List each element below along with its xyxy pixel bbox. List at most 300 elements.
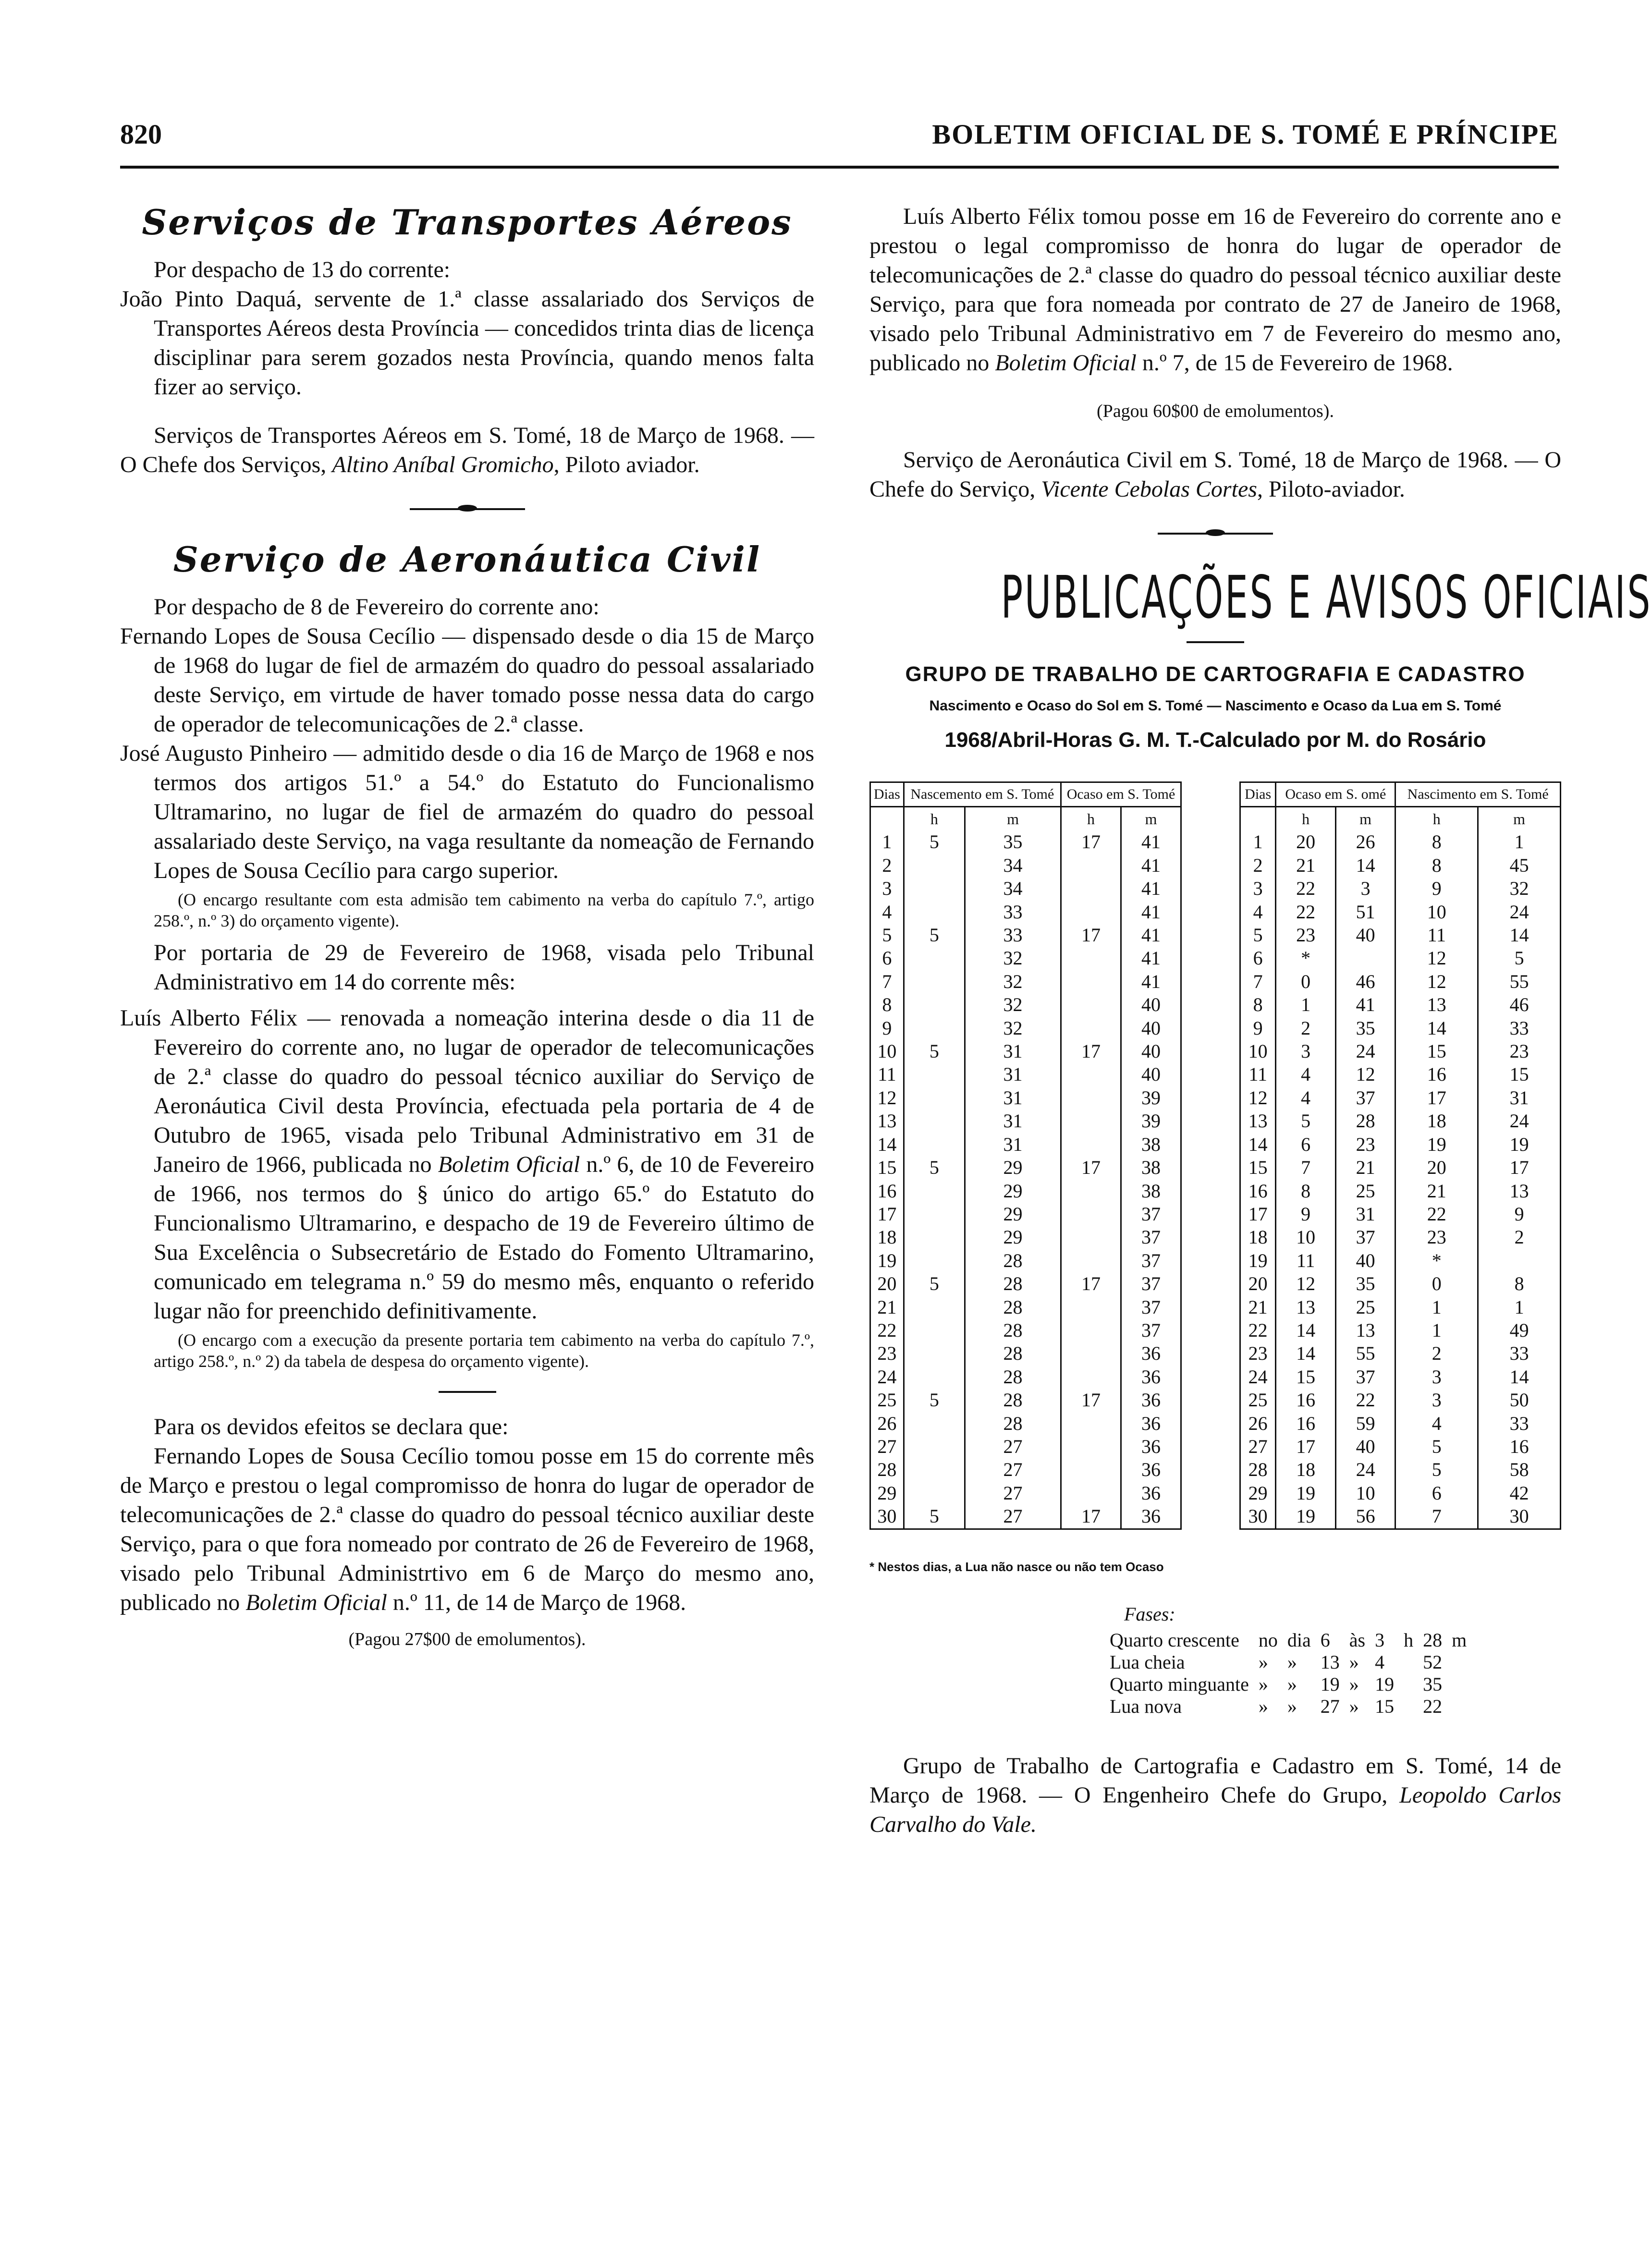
moon-cell: 30 — [1240, 1505, 1276, 1529]
sun-row — [870, 1296, 1181, 1319]
moon-cell: 37 — [1335, 1366, 1395, 1389]
fase-cell: 13 — [1320, 1651, 1340, 1673]
sun-cell: 36 — [1121, 1342, 1181, 1365]
sun-cell: 36 — [1121, 1482, 1181, 1505]
fase-cell: 22 — [1423, 1695, 1443, 1717]
sun-cell — [1061, 1226, 1121, 1249]
fase-cell: Quarto crescente — [1110, 1629, 1239, 1651]
sun-cell: 41 — [1121, 901, 1181, 924]
fase-cell: 35 — [1423, 1673, 1443, 1695]
fase-cell — [1447, 1651, 1471, 1673]
sun-cell: 14 — [870, 1133, 904, 1156]
section-divider-right — [1158, 533, 1273, 535]
sun-cell: 31 — [965, 1133, 1061, 1156]
moon-cell: 25 — [1335, 1296, 1395, 1319]
moon-cell: 31 — [1335, 1203, 1395, 1226]
sun-cell — [1061, 877, 1121, 900]
sun-cell: 38 — [1121, 1156, 1181, 1179]
moon-cell: 8 — [1395, 854, 1478, 877]
sun-row — [870, 1366, 1181, 1389]
sun-row — [870, 1412, 1181, 1435]
moon-unit-2: h — [1395, 807, 1478, 831]
sun-cell: 28 — [965, 1342, 1061, 1365]
fase-cell: 27 — [1320, 1695, 1340, 1717]
sun-cell — [1061, 1249, 1121, 1272]
moon-cell: 3 — [1276, 1040, 1335, 1063]
moon-cell: 8 — [1395, 830, 1478, 854]
moon-row — [1240, 901, 1561, 924]
posse-text-a: Fernando Lopes de Sousa Cecílio tomou posse em 15 do corrente mês de Março e prestou o legal compromisso de honra do lugar de operador de telecomunicações de 2.ª classe do quadro do pessoal técnico auxiliar deste Serviço, para o que fora nomeado por contrato de 26 de Fevereiro de 1968, visado pelo Tribunal Administrtivo em 6 de Março do mesmo ano, publicado no — [120, 1443, 814, 1615]
sun-row — [870, 1110, 1181, 1133]
signature-text: Serviços de Transportes Aéreos em S. Tomé, 18 de Março de 1968. — O Chefe dos Serviços, — [120, 423, 814, 477]
sun-cell: 29 — [965, 1180, 1061, 1203]
moon-row — [1240, 1319, 1561, 1342]
section-title-aeronautica: Serviço de Aeronáutica Civil — [173, 539, 761, 580]
fase-row — [1105, 1695, 1471, 1718]
pago-emolumentos-right: (Pagou 60$00 de emolumentos). — [1097, 401, 1334, 421]
moon-cell: 12 — [1240, 1086, 1276, 1110]
fase-cell: 3 — [1375, 1629, 1385, 1651]
fase-row — [1105, 1629, 1471, 1651]
sun-cell: 5 — [904, 830, 965, 854]
moon-cell: 29 — [1240, 1482, 1276, 1505]
moon-cell — [1335, 947, 1395, 970]
sun-cell — [1061, 1133, 1121, 1156]
moon-row — [1240, 1133, 1561, 1156]
fase-cell — [1447, 1695, 1471, 1718]
sun-row — [870, 1203, 1181, 1226]
sun-cell: 32 — [965, 993, 1061, 1016]
sun-cell: 29 — [965, 1226, 1061, 1249]
moon-cell: 19 — [1395, 1133, 1478, 1156]
moon-cell: 16 — [1276, 1412, 1335, 1435]
sun-row — [870, 993, 1181, 1016]
sun-cell: 31 — [965, 1086, 1061, 1110]
sun-cell — [904, 1296, 965, 1319]
moon-cell: 55 — [1478, 970, 1561, 993]
sun-cell — [1061, 1110, 1121, 1133]
running-title: BOLETIM OFICIAL DE S. TOMÉ E PRÍNCIPE — [932, 119, 1559, 150]
moon-cell: 15 — [1276, 1366, 1335, 1389]
declara-intro: Para os devidos efeitos se declara que: — [154, 1414, 509, 1439]
note-encargo-1: (O encargo resultante com esta admisão tem cabimento na verba do capítulo 7.º, artigo 258.º, n.º 3) do orçamento vigente). — [154, 890, 814, 930]
sun-table — [869, 781, 1182, 1530]
fase-cell: » — [1349, 1673, 1359, 1695]
sun-header-2: Ocaso em S. Tomé — [1061, 782, 1181, 807]
moon-cell: 28 — [1335, 1110, 1395, 1133]
moon-row — [1240, 1110, 1561, 1133]
moon-cell: 1 — [1240, 830, 1276, 854]
sun-cell: 40 — [1121, 1063, 1181, 1086]
sun-cell: 28 — [965, 1319, 1061, 1342]
felix-text-b: n.º 6, de 10 de Fevereiro de 1966, nos termos do § único do artigo 65.º do Estatuto do Funcionalismo Ultramarino, e despacho de 19 de Fevereiro último de Sua Excelência o Subsecretário de Estado do Fomento Ultramarino, comunicado em telegrama n.º 59 do mesmo mês, enquanto o referido lugar não for preenchido definitivamente. — [154, 1152, 815, 1324]
fase-cell: » — [1349, 1695, 1359, 1717]
moon-row — [1240, 877, 1561, 900]
moon-cell: 28 — [1240, 1458, 1276, 1481]
sun-cell: 40 — [1121, 1017, 1181, 1040]
moon-cell: 46 — [1335, 970, 1395, 993]
moon-cell: 14 — [1478, 924, 1561, 947]
sun-cell — [1061, 1458, 1121, 1481]
moon-cell: 2 — [1276, 1017, 1335, 1040]
moon-cell: 12 — [1335, 1063, 1395, 1086]
moon-header-2: Nascimento em S. Tomé — [1395, 782, 1561, 807]
sun-cell — [1061, 1435, 1121, 1458]
sun-row — [870, 1017, 1181, 1040]
grupo-subtitle-2: 1968/Abril-Horas G. M. T.-Calculado por M. do Rosário — [944, 728, 1486, 752]
sun-cell: 28 — [870, 1458, 904, 1481]
moon-cell: 10 — [1335, 1482, 1395, 1505]
sun-cell: 28 — [965, 1272, 1061, 1295]
sun-cell: 17 — [1061, 1040, 1121, 1063]
sun-cell: 27 — [965, 1505, 1061, 1529]
moon-cell: 5 — [1395, 1435, 1478, 1458]
moon-cell: 17 — [1478, 1156, 1561, 1179]
despacho-intro: Por despacho de 13 do corrente: — [154, 257, 451, 282]
sun-row — [870, 1389, 1181, 1412]
moon-cell: 23 — [1276, 924, 1335, 947]
sun-cell: 28 — [965, 1366, 1061, 1389]
sun-cell: 41 — [1121, 854, 1181, 877]
sun-unit-2: h — [1061, 807, 1121, 831]
grupo-title: GRUPO DE TRABALHO DE CARTOGRAFIA E CADASTRO — [905, 662, 1526, 686]
moon-cell: 4 — [1276, 1063, 1335, 1086]
sun-cell: 17 — [1061, 830, 1121, 854]
sun-cell — [904, 854, 965, 877]
fase-cell: 6 — [1320, 1629, 1330, 1651]
sun-cell: 37 — [1121, 1319, 1181, 1342]
sun-row — [870, 830, 1181, 854]
sun-cell: 27 — [965, 1435, 1061, 1458]
moon-cell: 24 — [1335, 1458, 1395, 1481]
moon-cell: 16 — [1478, 1435, 1561, 1458]
moon-cell: 59 — [1335, 1412, 1395, 1435]
moon-cell: 20 — [1395, 1156, 1478, 1179]
moon-cell: 42 — [1478, 1482, 1561, 1505]
sun-cell: 33 — [965, 924, 1061, 947]
moon-row — [1240, 1249, 1561, 1272]
moon-cell: * — [1395, 1249, 1478, 1272]
paragraph-daqua: João Pinto Daquá, servente de 1.ª classe assalariado dos Serviços de Transportes Aéreos desta Província — concedidos trinta dias de licença disciplinar para serem gozados nesta Província, quando menos falta fizer ao serviço. — [120, 286, 814, 400]
moon-row — [1240, 1040, 1561, 1063]
moon-cell: 24 — [1478, 901, 1561, 924]
moon-row — [1240, 924, 1561, 947]
fase-cell: » — [1258, 1651, 1268, 1673]
moon-cell: 41 — [1335, 993, 1395, 1016]
moon-cell: 21 — [1335, 1156, 1395, 1179]
sun-cell — [904, 1482, 965, 1505]
paragraph-posse-felix — [869, 202, 1561, 378]
moon-cell: 15 — [1478, 1063, 1561, 1086]
sun-cell — [1061, 1063, 1121, 1086]
sun-cell: 29 — [870, 1482, 904, 1505]
fase-cell: Lua cheia — [1110, 1651, 1185, 1673]
closing-signature — [869, 1751, 1561, 1839]
sun-cell: 41 — [1121, 877, 1181, 900]
sun-cell: 4 — [870, 901, 904, 924]
sun-cell — [1061, 1342, 1121, 1365]
sun-cell — [1061, 1366, 1121, 1389]
moon-row — [1240, 1156, 1561, 1179]
moon-cell: 22 — [1276, 901, 1335, 924]
moon-cell: 18 — [1395, 1110, 1478, 1133]
sun-header-1: Nascemento em S. Tomé — [904, 782, 1061, 807]
sun-cell — [904, 1203, 965, 1226]
sun-cell: 8 — [870, 993, 904, 1016]
moon-cell: 22 — [1240, 1319, 1276, 1342]
paragraph-felix — [120, 1003, 814, 1326]
sun-cell — [1061, 1086, 1121, 1110]
moon-cell: 12 — [1276, 1272, 1335, 1295]
sun-unit-3: m — [1121, 807, 1181, 831]
sun-row — [870, 1342, 1181, 1365]
sun-cell: 27 — [870, 1435, 904, 1458]
moon-cell: 9 — [1478, 1203, 1561, 1226]
fase-cell: h — [1404, 1629, 1414, 1651]
sun-row — [870, 854, 1181, 877]
despacho-intro-2: Por despacho de 8 de Fevereiro do corrente ano: — [154, 594, 600, 620]
sun-cell — [904, 901, 965, 924]
sun-cell — [904, 947, 965, 970]
sun-cell: 37 — [1121, 1296, 1181, 1319]
fase-cell: m — [1452, 1629, 1467, 1651]
sun-cell: 5 — [904, 1272, 965, 1295]
sun-cell — [904, 1366, 965, 1389]
fase-cell: » — [1349, 1651, 1359, 1673]
moon-cell: 17 — [1240, 1203, 1276, 1226]
moon-cell: 23 — [1395, 1226, 1478, 1249]
moon-cell: 18 — [1240, 1226, 1276, 1249]
moon-cell: 30 — [1478, 1505, 1561, 1529]
sun-cell: 20 — [870, 1272, 904, 1295]
moon-cell: 2 — [1478, 1226, 1561, 1249]
moon-cell: 56 — [1335, 1505, 1395, 1529]
sun-cell — [904, 1319, 965, 1342]
moon-cell: 15 — [1240, 1156, 1276, 1179]
moon-cell: 0 — [1395, 1272, 1478, 1295]
sun-cell: 36 — [1121, 1458, 1181, 1481]
sun-cell: 1 — [870, 830, 904, 854]
moon-cell: 58 — [1478, 1458, 1561, 1481]
sun-row — [870, 1272, 1181, 1295]
moon-cell: 17 — [1276, 1435, 1335, 1458]
fase-cell: » — [1287, 1673, 1297, 1695]
sun-cell: 32 — [965, 970, 1061, 993]
moon-cell: 6 — [1276, 1133, 1335, 1156]
sun-row — [870, 901, 1181, 924]
sun-row — [870, 947, 1181, 970]
sun-cell — [904, 970, 965, 993]
moon-cell: 3 — [1335, 877, 1395, 900]
moon-cell: 22 — [1276, 877, 1335, 900]
moon-cell: 5 — [1478, 947, 1561, 970]
sun-cell — [904, 1017, 965, 1040]
moon-cell: 7 — [1276, 1156, 1335, 1179]
moon-row — [1240, 947, 1561, 970]
moon-cell: 21 — [1240, 1296, 1276, 1319]
sun-cell — [904, 1133, 965, 1156]
felix-text-a: Luís Alberto Félix — renovada a nomeação interina desde o dia 11 de Fevereiro do corrente ano, no lugar de operador de telecomunicações de 2.ª classe do quadro do pessoal técnico auxiliar do Serviço de Aeronáutica Civil desta Província, efectuada pela portaria de 4 de Outubro de 1965, visada pelo Tribunal Administrativo em 31 de Janeiro de 1966, publicada no — [120, 1005, 814, 1177]
portaria-intro: Por portaria de 29 de Fevereiro de 1968, visada pelo Tribunal Administrativo em 14 do corrente mês: — [154, 940, 814, 995]
moon-cell: 37 — [1335, 1226, 1395, 1249]
fase-cell: 28 — [1423, 1629, 1443, 1651]
sun-cell: 13 — [870, 1110, 904, 1133]
sun-cell: 29 — [965, 1203, 1061, 1226]
moon-row — [1240, 1435, 1561, 1458]
sun-row — [870, 1180, 1181, 1203]
sun-row — [870, 877, 1181, 900]
sun-cell — [1061, 1203, 1121, 1226]
fase-cell: 19 — [1375, 1673, 1395, 1695]
table-footnote: * Nestos dias, a Lua não nasce ou não tem Ocaso — [869, 1560, 1164, 1574]
moon-cell: 35 — [1335, 1017, 1395, 1040]
sun-cell: 17 — [1061, 1389, 1121, 1412]
fase-cell — [1399, 1673, 1418, 1695]
moon-row — [1240, 830, 1561, 854]
sun-cell — [904, 1226, 965, 1249]
sun-cell: 41 — [1121, 970, 1181, 993]
moon-cell: 11 — [1395, 924, 1478, 947]
fase-cell — [1399, 1651, 1418, 1673]
felix-boletim: Boletim Oficial — [438, 1152, 580, 1177]
moon-row — [1240, 1063, 1561, 1086]
sun-cell: 28 — [965, 1296, 1061, 1319]
moon-cell: 19 — [1276, 1482, 1335, 1505]
moon-row — [1240, 1086, 1561, 1110]
sun-cell — [904, 993, 965, 1016]
moon-cell: 3 — [1240, 877, 1276, 900]
moon-cell: 1 — [1478, 1296, 1561, 1319]
sun-cell — [904, 1249, 965, 1272]
paragraph-posse-cecilio — [120, 1441, 814, 1617]
moon-cell: 6 — [1240, 947, 1276, 970]
moon-cell: 45 — [1478, 854, 1561, 877]
sun-cell: 36 — [1121, 1389, 1181, 1412]
sun-cell: 29 — [965, 1156, 1061, 1179]
moon-cell: 20 — [1276, 830, 1335, 854]
fase-cell: » — [1287, 1695, 1297, 1717]
signature-aeronautica — [869, 445, 1561, 504]
sun-cell: 39 — [1121, 1086, 1181, 1110]
moon-cell: 14 — [1395, 1017, 1478, 1040]
sun-cell: 31 — [965, 1063, 1061, 1086]
moon-header-1: Ocaso em S. omé — [1276, 782, 1395, 807]
sun-cell — [904, 1412, 965, 1435]
moon-row — [1240, 1296, 1561, 1319]
moon-cell: 3 — [1395, 1389, 1478, 1412]
sun-cell — [1061, 1482, 1121, 1505]
sun-cell: 41 — [1121, 830, 1181, 854]
moon-cell: 0 — [1276, 970, 1335, 993]
sun-cell: 32 — [965, 1017, 1061, 1040]
sun-row — [870, 1156, 1181, 1179]
sun-row — [870, 1435, 1181, 1458]
moon-cell: 14 — [1335, 854, 1395, 877]
paragraph-cecilio: Fernando Lopes de Sousa Cecílio — dispensado desde o dia 15 de Março de 1968 do lugar de fiel de armazém do quadro do pessoal assalariado deste Serviço, em virtude de haver tomado posse nessa data do cargo de operador de telecomunicações de 2.ª classe. — [120, 623, 814, 737]
moon-header-0: Dias — [1240, 782, 1276, 807]
sun-cell: 17 — [1061, 924, 1121, 947]
moon-row — [1240, 854, 1561, 877]
sun-cell: 35 — [965, 830, 1061, 854]
right-column — [869, 202, 1652, 1839]
sun-cell: 25 — [870, 1389, 904, 1412]
moon-cell: 5 — [1395, 1458, 1478, 1481]
sun-cell — [1061, 854, 1121, 877]
moon-cell: 1 — [1395, 1319, 1478, 1342]
moon-row — [1240, 1017, 1561, 1040]
moon-cell: 5 — [1240, 924, 1276, 947]
sun-cell: 40 — [1121, 1040, 1181, 1063]
moon-cell: 2 — [1395, 1342, 1478, 1365]
page-number: 820 — [120, 119, 162, 150]
sun-row — [870, 1040, 1181, 1063]
moon-cell: 8 — [1478, 1272, 1561, 1295]
moon-cell: 4 — [1240, 901, 1276, 924]
sun-cell: 17 — [1061, 1272, 1121, 1295]
moon-cell: 55 — [1335, 1342, 1395, 1365]
moon-cell: 10 — [1395, 901, 1478, 924]
sun-cell: 32 — [965, 947, 1061, 970]
sun-row — [870, 1505, 1181, 1529]
moon-table — [1239, 781, 1561, 1530]
sun-cell: 38 — [1121, 1133, 1181, 1156]
sun-cell: 30 — [870, 1505, 904, 1529]
sun-row — [870, 1086, 1181, 1110]
sun-cell: 5 — [904, 1389, 965, 1412]
sun-cell: 21 — [870, 1296, 904, 1319]
sun-cell: 36 — [1121, 1366, 1181, 1389]
fases-title: Fases: — [1124, 1603, 1175, 1625]
moon-cell: 19 — [1276, 1505, 1335, 1529]
tables-area — [869, 781, 1561, 1550]
fase-cell — [1447, 1673, 1471, 1695]
sun-cell: 36 — [1121, 1435, 1181, 1458]
moon-cell: 51 — [1335, 901, 1395, 924]
moon-cell: 16 — [1395, 1063, 1478, 1086]
fase-cell: 19 — [1320, 1673, 1340, 1695]
moon-cell: 9 — [1276, 1203, 1335, 1226]
fase-cell: » — [1287, 1651, 1297, 1673]
sun-cell: 17 — [870, 1203, 904, 1226]
sun-cell: 5 — [904, 1040, 965, 1063]
sun-cell: 31 — [965, 1040, 1061, 1063]
moon-cell: 16 — [1276, 1389, 1335, 1412]
short-divider-right — [1187, 641, 1244, 643]
sun-cell: 26 — [870, 1412, 904, 1435]
sun-cell: 5 — [904, 924, 965, 947]
moon-cell: 20 — [1240, 1272, 1276, 1295]
fase-cell — [1399, 1695, 1418, 1718]
sun-cell: 3 — [870, 877, 904, 900]
sun-row — [870, 1249, 1181, 1272]
sun-cell — [904, 1180, 965, 1203]
fase-cell: às — [1349, 1629, 1366, 1651]
moon-cell: * — [1276, 947, 1335, 970]
fase-row — [1105, 1651, 1471, 1673]
sun-cell: 38 — [1121, 1180, 1181, 1203]
moon-cell: 11 — [1276, 1249, 1335, 1272]
sun-cell: 37 — [1121, 1203, 1181, 1226]
moon-cell: 24 — [1335, 1040, 1395, 1063]
sun-cell: 17 — [1061, 1156, 1121, 1179]
moon-cell: 14 — [1240, 1133, 1276, 1156]
fases-block — [1105, 1603, 1561, 1718]
posse-felix-text-a: Luís Alberto Félix tomou posse em 16 de Fevereiro do corrente ano e prestou o legal compromisso de honra do lugar de operador de telecomunicações de 2.ª classe do quadro do pessoal técnico auxiliar deste Serviço, para que fora nomeada por contrato de 27 de Janeiro de 1968, visado pelo Tribunal Administrativo em 7 de Fevereiro do mesmo ano, publicado no — [869, 204, 1561, 376]
moon-cell: 12 — [1395, 947, 1478, 970]
moon-cell: 2 — [1240, 854, 1276, 877]
fase-cell: 4 — [1375, 1651, 1385, 1673]
moon-cell: 4 — [1395, 1412, 1478, 1435]
